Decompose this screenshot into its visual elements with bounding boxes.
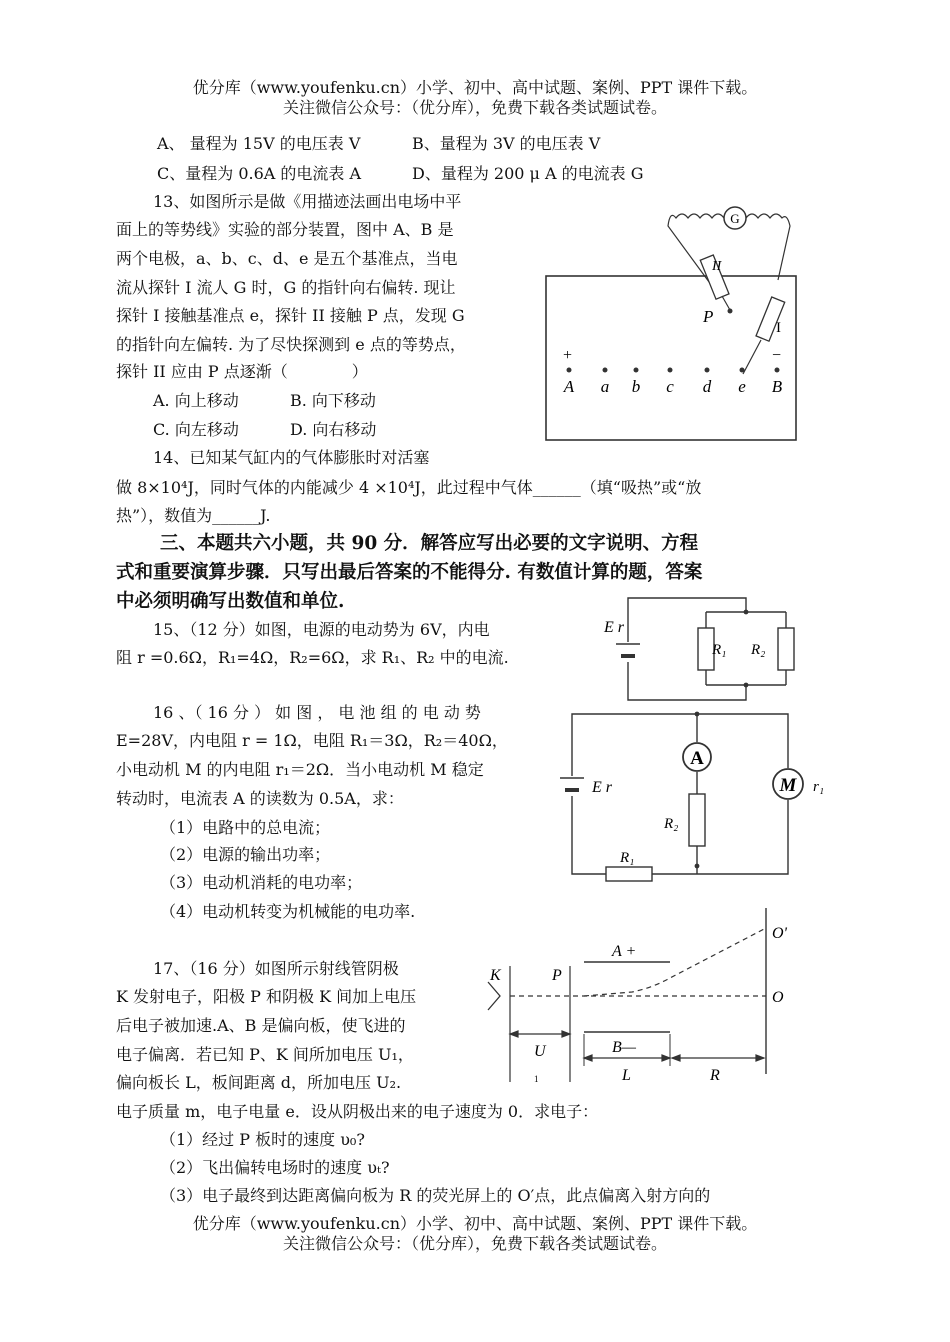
- arrow-head: [562, 1031, 570, 1037]
- q16-r2-label: R₂: [664, 816, 679, 832]
- q14-text-2: 做 8×10⁴J，同时气体的内能减少 4 ×10⁴J，此过程中气体______（填“吸热”或“放: [116, 478, 702, 497]
- q14-text-3: 热”），数值为______J.: [116, 506, 271, 525]
- resistor-r2: [689, 794, 705, 846]
- q17-text-3: 后电子被加速.A、B 是偏向板，使飞进的: [116, 1016, 406, 1035]
- q17-subquestion-3: （3）电子最终到达距离偏向板为 R 的荧光屏上的 O′点，此点偏离入射方向的: [160, 1186, 711, 1205]
- point-label-a-upper: A: [563, 377, 575, 396]
- q13-text-6: 的指针向左偏转. 为了尽快探测到 e 点的等势点，: [116, 335, 466, 354]
- q16-circuit: [560, 698, 830, 888]
- q13-tray: [546, 276, 796, 440]
- q16-wire-top: [572, 714, 788, 776]
- point-dot: [634, 368, 639, 373]
- q16-text-3: 小电动机 M 的内电阻 r₁＝2Ω．当小电动机 M 稳定: [116, 760, 484, 779]
- point-label-d: d: [702, 377, 712, 396]
- q13-text-4: 流从探针 I 流人 G 时，G 的指针向右偏转. 现让: [116, 278, 456, 297]
- q13-figure: [540, 198, 802, 446]
- arrow-head: [584, 1055, 592, 1061]
- q16-source-label: E r: [592, 779, 612, 796]
- arrow-head: [510, 1031, 518, 1037]
- footer-line-2: 关注微信公众号：（优分库），免费下载各类试题试卷。: [282, 1234, 667, 1253]
- q16-text-1: 16 、（ 16 分 ） 如 图 ， 电 池 组 的 电 动 势: [153, 703, 481, 722]
- point-p-dot: [728, 309, 733, 314]
- q17-subquestion-2: （2）飞出偏转电场时的速度 υₜ?: [160, 1158, 390, 1177]
- arrow-head: [756, 1055, 764, 1061]
- label-k: K: [490, 967, 501, 984]
- q15-circuit: [596, 590, 806, 706]
- header-line-1: 优分库（www.youfenku.cn）小学、初中、高中试题、案例、PPT 课件下载。: [192, 78, 758, 97]
- arrow-head: [672, 1055, 680, 1061]
- q12-option-d: D、量程为 200 μ A 的电流表 G: [412, 164, 644, 183]
- point-p-label: P: [703, 307, 714, 326]
- q16-r1-label: R₁: [620, 850, 635, 866]
- ammeter-label: A: [690, 748, 704, 769]
- minus-sign: −: [772, 347, 782, 364]
- q12-option-a: A、 量程为 15V 的电压表 V: [157, 134, 361, 153]
- label-o: O: [772, 989, 784, 1006]
- probe-2-tip: [722, 296, 730, 310]
- junction-dot: [744, 683, 749, 688]
- label-p: P: [552, 967, 562, 984]
- q15-source-label: E r: [604, 619, 624, 636]
- q17-subquestion-1: （1）经过 P 板时的速度 υ₀?: [160, 1130, 365, 1149]
- q13-text-5: 探针 I 接触基准点 e，探针 II 接触 P 点，发现 G: [116, 306, 465, 325]
- footer-line-1: 优分库（www.youfenku.cn）小学、初中、高中试题、案例、PPT 课件下载。: [192, 1214, 758, 1233]
- probe-1-tip: [743, 340, 761, 374]
- point-dot: [567, 368, 572, 373]
- point-dot: [775, 368, 780, 373]
- point-label-e: e: [738, 377, 746, 396]
- label-plate-a: A +: [612, 943, 637, 960]
- q14-text-1: 14、已知某气缸内的气体膨胀时对活塞: [153, 448, 430, 467]
- point-label-b-upper: B: [771, 377, 783, 396]
- q16-subquestion-2: （2）电源的输出功率；: [160, 845, 331, 864]
- q15-r2-label: R₂: [751, 642, 766, 658]
- label-plate-b: B—: [612, 1039, 636, 1056]
- q13-option-b: B. 向下移动: [290, 391, 376, 410]
- junction-dot: [744, 610, 749, 615]
- probe-1-wire: [746, 214, 790, 280]
- q15-wire-top: [628, 598, 746, 642]
- motor-resistance-label: r₁: [813, 779, 825, 795]
- point-dot: [740, 368, 745, 373]
- q16-wire-bottom-right: [652, 800, 788, 874]
- q13-option-d: D. 向右移动: [290, 420, 377, 439]
- base-points: [567, 368, 780, 373]
- q16-subquestion-3: （3）电动机消耗的电功率；: [160, 873, 363, 892]
- q17-text-1: 17、（16 分）如图所示射线管阴极: [153, 959, 399, 978]
- galvanometer-label: G: [730, 211, 740, 226]
- q15-text-1: 15、（12 分）如图，电源的电动势为 6V，内电: [153, 620, 490, 639]
- probe-1-label: I: [776, 320, 781, 336]
- q17-figure: [482, 906, 802, 1092]
- q13-text-1: 13、如图所示是做《用描迹法画出电场中平: [153, 192, 462, 211]
- q17-text-4: 电子偏离．若已知 P、K 间所加电压 U₁，: [116, 1045, 414, 1064]
- point-label-b: b: [631, 377, 641, 396]
- section3-heading-2: 式和重要演算步骤．只写出最后答案的不能得分. 有数值计算的题，答案: [116, 562, 703, 583]
- resistor-r2: [778, 628, 794, 670]
- point-label-a: a: [600, 377, 610, 396]
- q12-option-c: C、量程为 0.6A 的电流表 A: [157, 164, 362, 183]
- q13-option-c: C. 向左移动: [153, 420, 239, 439]
- q13-text-2: 面上的等势线》实验的部分装置，图中 A、B 是: [116, 220, 454, 239]
- label-u-subscript: 1: [534, 1074, 539, 1084]
- section3-heading-1: 三、本题共六小题，共 90 分．解答应写出必要的文字说明、方程: [160, 533, 699, 554]
- label-o-prime: O': [772, 925, 787, 942]
- q16-text-2: E=28V，内电阻 r = 1Ω，电阻 R₁＝3Ω，R₂＝40Ω，: [116, 731, 508, 750]
- q15-text-2: 阻 r =0.6Ω，R₁=4Ω，R₂=6Ω，求 R₁、R₂ 中的电流.: [116, 648, 509, 667]
- motor-label: M: [779, 775, 797, 796]
- junction-dot: [695, 712, 700, 717]
- q16-text-4: 转动时，电流表 A 的读数为 0.5A，求：: [116, 789, 404, 808]
- cathode-k: [488, 982, 500, 1010]
- resistor-r1: [606, 867, 652, 881]
- q12-option-b: B、量程为 3V 的电压表 V: [412, 134, 601, 153]
- point-dot: [705, 368, 710, 373]
- point-dot: [668, 368, 673, 373]
- label-l: L: [622, 1067, 631, 1084]
- plus-sign: +: [563, 347, 573, 364]
- q15-wire-bottom: [628, 662, 746, 700]
- q17-text-6: 电子质量 m，电子电量 e．设从阴极出来的电子速度为 0．求电子：: [116, 1102, 599, 1121]
- section3-heading-3: 中必须明确写出数值和单位.: [116, 591, 345, 612]
- label-u: U: [534, 1043, 546, 1060]
- q13-option-a: A. 向上移动: [153, 391, 239, 410]
- q15-r1-label: R₁: [712, 642, 727, 658]
- header-line-2: 关注微信公众号：（优分库），免费下载各类试题试卷。: [282, 98, 667, 117]
- q16-subquestion-4: （4）电动机转变为机械能的电功率.: [160, 902, 416, 921]
- q13-text-7: 探针 II 应由 P 点逐渐（ ）: [116, 362, 368, 381]
- probe-2-label: II: [712, 259, 722, 274]
- q16-subquestion-1: （1）电路中的总电流；: [160, 818, 331, 837]
- point-label-c: c: [666, 377, 674, 396]
- q17-text-5: 偏向板长 L，板间距离 d，所加电压 U₂.: [116, 1073, 402, 1092]
- q13-text-3: 两个电极，a、b、c、d、e 是五个基准点，当电: [116, 249, 458, 268]
- junction-dot: [695, 864, 700, 869]
- q17-text-2: K 发射电子，阳极 P 和阴极 K 间加上电压: [116, 987, 417, 1006]
- q16-wire-bottom-left: [572, 796, 606, 874]
- point-dot: [603, 368, 608, 373]
- label-r: R: [710, 1067, 720, 1084]
- arrow-head: [662, 1055, 670, 1061]
